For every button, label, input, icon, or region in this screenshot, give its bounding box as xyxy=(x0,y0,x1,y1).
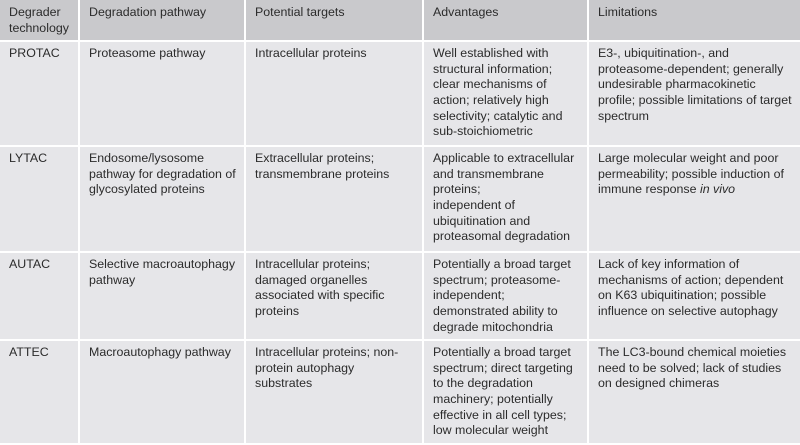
limitations-italic-text: in vivo xyxy=(699,182,736,197)
header-potential-targets: Potential targets xyxy=(245,0,423,41)
cell-limitations xyxy=(588,146,800,252)
cell-targets: Intracellular proteins; non-protein autophagy substrates xyxy=(245,340,423,444)
cell-targets: Extracellular proteins; transmembrane proteins xyxy=(245,146,423,252)
table-row-protac xyxy=(0,41,800,146)
cell-advantages: Potentially a broad target spectrum; proteasome-independent; demonstrated ability to degrade mitochondria xyxy=(423,252,588,340)
cell-pathway: Macroautophagy pathway xyxy=(79,340,245,444)
table-row-attec xyxy=(0,340,800,444)
cell-pathway: Endosome/lysosome pathway for degradation of glycosylated proteins xyxy=(79,146,245,252)
cell-advantages xyxy=(423,146,588,252)
cell-technology: AUTAC xyxy=(0,252,79,340)
cell-pathway: Selective macroautophagy pathway xyxy=(79,252,245,340)
table-row-autac xyxy=(0,252,800,340)
cell-advantages: Potentially a broad target spectrum; direct targeting to the degradation machinery; potentially effective in all cell types; low molecular weight xyxy=(423,340,588,444)
cell-targets: Intracellular proteins; damaged organelles associated with specific proteins xyxy=(245,252,423,340)
cell-pathway: Proteasome pathway xyxy=(79,41,245,146)
header-limitations: Limitations xyxy=(588,0,800,41)
cell-technology: ATTEC xyxy=(0,340,79,444)
header-advantages: Advantages xyxy=(423,0,588,41)
advantages-part-b: independent of ubiquitination and proteasomal degradation xyxy=(433,197,571,244)
table-row-lytac xyxy=(0,146,800,252)
header-row xyxy=(0,0,800,41)
header-degradation-pathway: Degradation pathway xyxy=(79,0,245,41)
limitations-text: Large molecular weight and poor permeability; possible induction of immune response xyxy=(598,151,784,197)
cell-limitations: E3-, ubiquitination-, and proteasome-dependent; generally undesirable pharmacokinetic profile; possible limitations of target spectrum xyxy=(588,41,800,146)
cell-targets: Intracellular proteins xyxy=(245,41,423,146)
cell-limitations: The LC3-bound chemical moieties need to be solved; lack of studies on designed chimeras xyxy=(588,340,800,444)
cell-advantages: Well established with structural information; clear mechanisms of action; relatively high selectivity; catalytic and sub-stoichiometric xyxy=(423,41,588,146)
cell-limitations: Lack of key information of mechanisms of action; dependent on K63 ubiquitination; possible influence on selective autophagy xyxy=(588,252,800,340)
cell-technology: LYTAC xyxy=(0,146,79,252)
cell-technology: PROTAC xyxy=(0,41,79,146)
table-header xyxy=(0,0,800,41)
table-body xyxy=(0,41,800,444)
header-degrader-technology: Degrader technology xyxy=(0,0,79,41)
advantages-part-a: Applicable to extracellular and transmembrane proteins; xyxy=(433,151,575,197)
